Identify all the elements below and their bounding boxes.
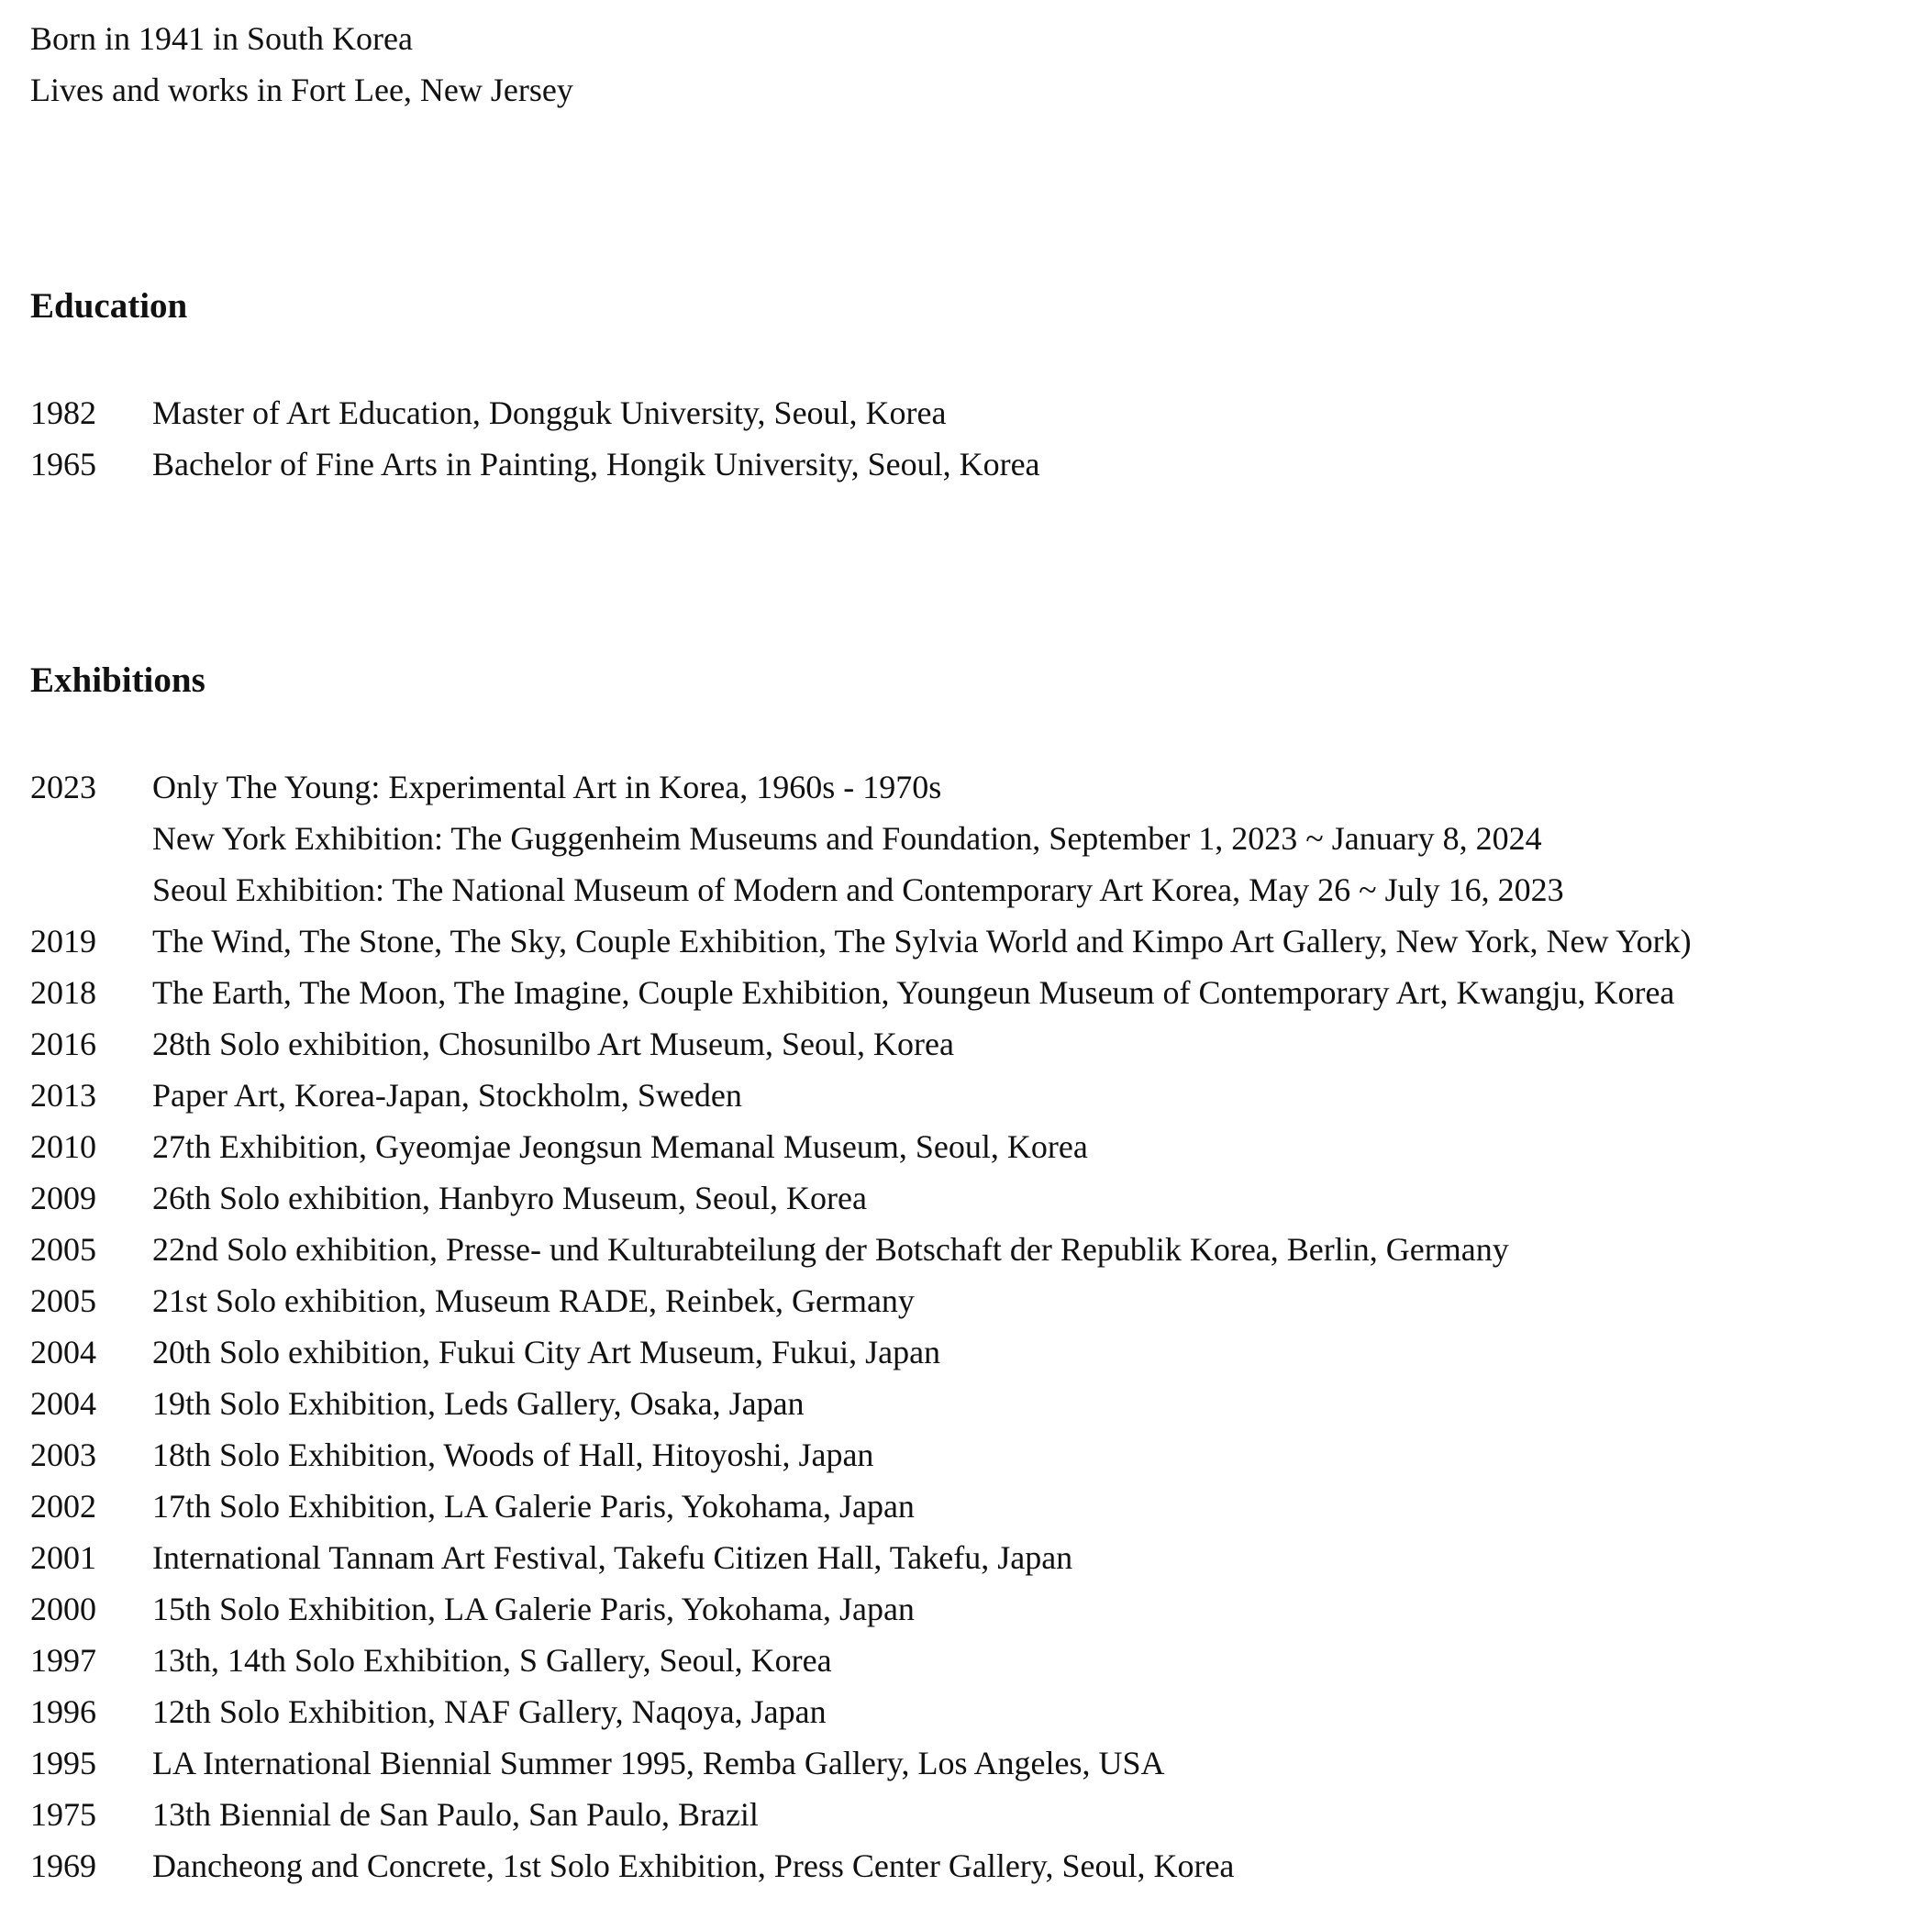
- exhibition-year: 2000: [30, 1591, 96, 1627]
- exhibition-row: [30, 1224, 1932, 1275]
- exhibition-year: 1997: [30, 1642, 96, 1679]
- exhibition-entry: Paper Art, Korea-Japan, Stockholm, Sweden: [152, 1077, 742, 1114]
- exhibition-row: [30, 1121, 1932, 1172]
- exhibition-entry: 26th Solo exhibition, Hanbyro Museum, Seoul, Korea: [152, 1180, 867, 1216]
- education-heading: Education: [30, 286, 188, 326]
- exhibition-row: [30, 1378, 1932, 1429]
- exhibition-entry: 22nd Solo exhibition, Presse- und Kulturabteilung der Botschaft der Republik Korea, Berlin, Germany: [152, 1231, 1509, 1268]
- exhibition-row: [30, 1481, 1932, 1532]
- exhibition-row: [30, 1275, 1932, 1326]
- exhibition-year: 2003: [30, 1437, 96, 1473]
- exhibition-entry: 17th Solo Exhibition, LA Galerie Paris, Yokohama, Japan: [152, 1488, 915, 1525]
- exhibition-entry: Seoul Exhibition: The National Museum of Modern and Contemporary Art Korea, May 26 ~ July 16, 2023: [152, 871, 1564, 908]
- exhibition-row: [30, 1583, 1932, 1635]
- exhibition-year: [30, 864, 152, 915]
- exhibition-entry: Dancheong and Concrete, 1st Solo Exhibition, Press Center Gallery, Seoul, Korea: [152, 1847, 1235, 1884]
- exhibition-year: 2002: [30, 1488, 96, 1525]
- exhibition-row: [30, 1840, 1932, 1891]
- exhibition-entry: 28th Solo exhibition, Chosunilbo Art Museum, Seoul, Korea: [152, 1026, 954, 1062]
- exhibition-entry: 21st Solo exhibition, Museum RADE, Reinbek, Germany: [152, 1282, 915, 1319]
- education-entry: Master of Art Education, Dongguk University, Seoul, Korea: [152, 394, 947, 431]
- intro-lives: Lives and works in Fort Lee, New Jersey: [30, 72, 573, 108]
- exhibition-year: 2001: [30, 1539, 96, 1576]
- exhibition-row: [30, 1532, 1932, 1583]
- exhibition-entry: 20th Solo exhibition, Fukui City Art Museum, Fukui, Japan: [152, 1334, 941, 1370]
- exhibition-row: [30, 1737, 1932, 1789]
- education-year: 1982: [30, 394, 96, 431]
- exhibition-year: 1975: [30, 1796, 96, 1833]
- exhibition-row: [30, 1686, 1932, 1737]
- exhibition-row: [30, 813, 1932, 864]
- exhibition-year: 1995: [30, 1745, 96, 1781]
- exhibition-row: [30, 864, 1932, 915]
- exhibition-entry: Only The Young: Experimental Art in Korea, 1960s - 1970s: [152, 769, 942, 805]
- exhibition-entry: The Earth, The Moon, The Imagine, Couple Exhibition, Youngeun Museum of Contemporary Art, Kwangju, Korea: [152, 974, 1675, 1011]
- exhibition-entry: International Tannam Art Festival, Takefu Citizen Hall, Takefu, Japan: [152, 1539, 1073, 1576]
- exhibition-year: 2023: [30, 769, 96, 805]
- exhibition-year: 2019: [30, 923, 96, 960]
- education-year: 1965: [30, 446, 96, 483]
- exhibition-entry: LA International Biennial Summer 1995, Remba Gallery, Los Angeles, USA: [152, 1745, 1165, 1781]
- education-entry: Bachelor of Fine Arts in Painting, Hongik University, Seoul, Korea: [152, 446, 1040, 483]
- exhibition-row: [30, 1326, 1932, 1378]
- exhibition-entry: 18th Solo Exhibition, Woods of Hall, Hitoyoshi, Japan: [152, 1437, 874, 1473]
- exhibition-year: 2004: [30, 1334, 96, 1370]
- exhibition-year: 2018: [30, 974, 96, 1011]
- exhibition-row: [30, 1429, 1932, 1481]
- exhibition-year: 2004: [30, 1385, 96, 1422]
- exhibition-year: 2009: [30, 1180, 96, 1216]
- exhibition-entry: 12th Solo Exhibition, NAF Gallery, Naqoya, Japan: [152, 1693, 827, 1730]
- exhibition-year: [30, 813, 152, 864]
- intro: [30, 13, 1932, 116]
- intro-born: Born in 1941 in South Korea: [30, 20, 413, 57]
- exhibition-year: 1969: [30, 1847, 96, 1884]
- exhibitions-heading: Exhibitions: [30, 660, 205, 700]
- exhibition-row: [30, 761, 1932, 813]
- exhibition-entry: The Wind, The Stone, The Sky, Couple Exhibition, The Sylvia World and Kimpo Art Gallery, New York, New York): [152, 923, 1692, 960]
- exhibition-entry: 27th Exhibition, Gyeomjae Jeongsun Memanal Museum, Seoul, Korea: [152, 1128, 1088, 1165]
- exhibition-row: [30, 1789, 1932, 1840]
- exhibition-row: [30, 1018, 1932, 1070]
- exhibition-entry: New York Exhibition: The Guggenheim Museums and Foundation, September 1, 2023 ~ January 8, 2024: [152, 820, 1542, 857]
- exhibition-year: 1996: [30, 1693, 96, 1730]
- exhibition-row: [30, 967, 1932, 1018]
- exhibition-year: 2005: [30, 1231, 96, 1268]
- exhibition-entry: 13th Biennial de San Paulo, San Paulo, Brazil: [152, 1796, 759, 1833]
- exhibition-row: [30, 915, 1932, 967]
- exhibition-row: [30, 1635, 1932, 1686]
- exhibition-year: 2005: [30, 1282, 96, 1319]
- exhibition-entry: 19th Solo Exhibition, Leds Gallery, Osaka, Japan: [152, 1385, 805, 1422]
- exhibitions-list: [30, 761, 1932, 1891]
- exhibition-year: 2010: [30, 1128, 96, 1165]
- education-list: [30, 387, 1932, 490]
- exhibition-year: 2013: [30, 1077, 96, 1114]
- exhibition-entry: 13th, 14th Solo Exhibition, S Gallery, Seoul, Korea: [152, 1642, 832, 1679]
- exhibition-entry: 15th Solo Exhibition, LA Galerie Paris, Yokohama, Japan: [152, 1591, 915, 1627]
- exhibition-row: [30, 1070, 1932, 1121]
- education-row: [30, 438, 1932, 490]
- education-row: [30, 387, 1932, 438]
- exhibition-year: 2016: [30, 1026, 96, 1062]
- exhibition-row: [30, 1172, 1932, 1224]
